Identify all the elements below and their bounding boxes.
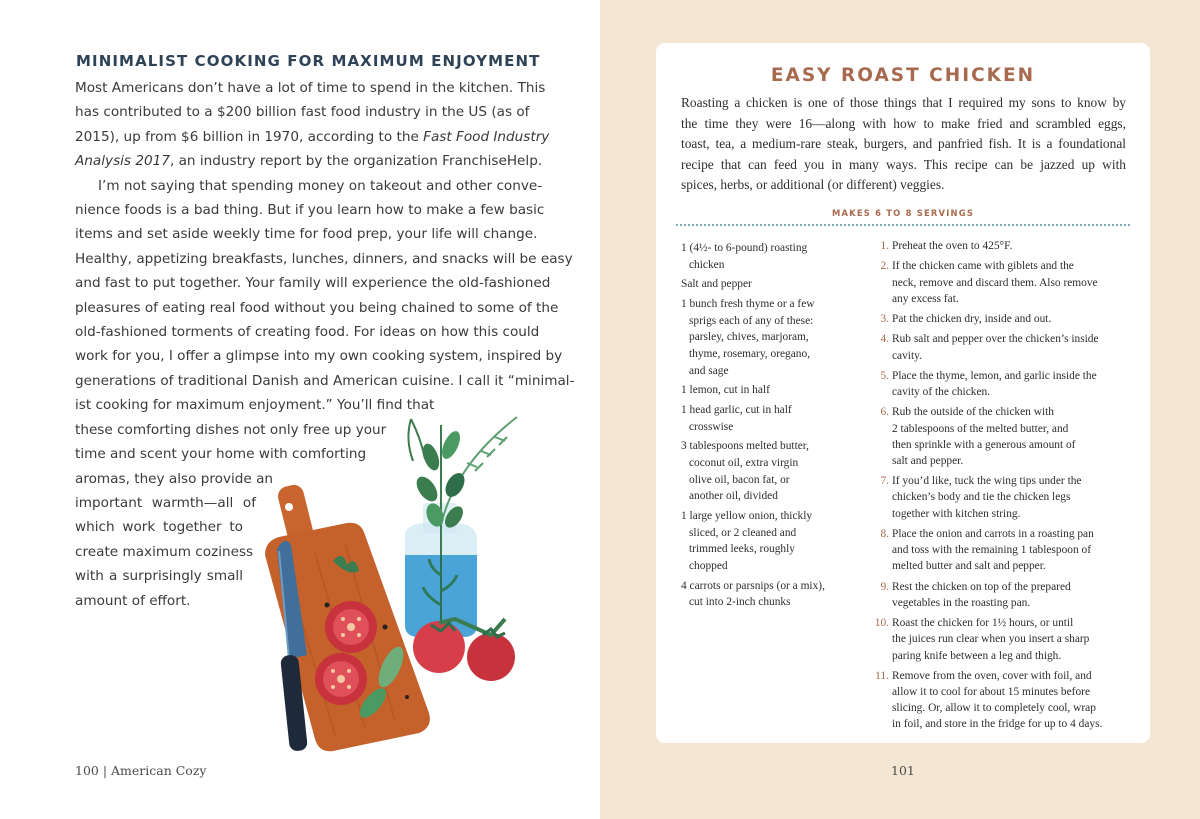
step-number: 9. (880, 580, 889, 593)
ingredient-list (681, 240, 853, 614)
ingredient-item (681, 382, 853, 399)
body-line (75, 296, 559, 320)
body-line (75, 564, 243, 588)
step-item (874, 615, 1134, 664)
step-line: If the chicken came with giblets and the (892, 260, 1074, 273)
intro-line: the time they were 16—along with how to make fried and scrambled eggs, (681, 115, 1126, 131)
step-line: Remove from the oven, cover with foil, and (892, 669, 1092, 682)
ingredient-line: cut into 2-inch chunks (689, 596, 791, 609)
ingredient-line: 4 carrots or parsnips (or a mix), (681, 579, 825, 592)
ingredient-item (681, 276, 853, 293)
body-text-run: old-fashioned torments of creating food. For ideas on how this could (75, 324, 540, 341)
ingredient-line: olive oil, bacon fat, or (689, 473, 790, 486)
ingredient-item (681, 402, 853, 435)
body-text-run: , an industry report by the organization FranchiseHelp. (169, 153, 543, 170)
step-line: If you’d like, tuck the wing tips under the (892, 475, 1082, 488)
step-line: the juices run clear when you insert a sharp (892, 633, 1090, 646)
ingredient-line: sliced, or 2 cleaned and (689, 526, 797, 539)
step-item (874, 368, 1134, 400)
step-line: slicing. Or, allow it to completely cool, wrap (892, 702, 1096, 715)
step-line: in foil, and store in the fridge for up to 4 days. (892, 718, 1103, 731)
step-line: Preheat the oven to 425°F. (892, 240, 1013, 252)
ingredient-line: chopped (689, 559, 728, 572)
body-text-run: which work together to (75, 519, 243, 536)
body-line (75, 222, 538, 246)
step-item (874, 579, 1134, 611)
step-item (874, 404, 1134, 469)
body-text-run: pleasures of eating real food without you being chained to some of the (75, 299, 559, 316)
body-text-run: nience foods is a bad thing. But if you learn how to make a few basic (75, 202, 545, 219)
recipe-intro (681, 93, 1126, 196)
body-text-run: time and scent your home with comforting (75, 446, 367, 463)
step-number: 8. (880, 527, 889, 540)
step-line: 2 tablespoons of the melted butter, and (892, 422, 1069, 435)
step-line: melted butter and salt and pepper. (892, 560, 1046, 573)
body-text-run: create maximum coziness (75, 543, 254, 560)
intro-line: toast, tea, a medium-rare steak, burgers, and panfried fish. It is a foundational (681, 136, 1126, 151)
step-item (874, 311, 1134, 327)
ingredient-line: 1 lemon, cut in half (681, 384, 770, 397)
step-line: paring knife between a leg and thigh. (892, 649, 1062, 662)
body-line (75, 491, 256, 515)
ingredient-item (681, 508, 853, 574)
intro-line: Roasting a chicken is one of those things that I required my sons to know by (681, 95, 1126, 110)
step-line: vegetables in the roasting pan. (892, 596, 1031, 609)
ingredient-line: coconut oil, extra virgin (689, 457, 799, 470)
body-line (75, 467, 274, 491)
ingredient-item (681, 296, 853, 379)
body-line (75, 149, 543, 173)
step-line: Place the thyme, lemon, and garlic inside the (892, 369, 1097, 382)
step-number: 10. (874, 617, 889, 630)
body-text-run: I’m not saying that spending money on takeout and other conve- (98, 177, 543, 194)
step-line: Rub salt and pepper over the chicken’s inside (892, 333, 1099, 346)
step-item (874, 668, 1134, 733)
step-item (874, 331, 1134, 363)
step-line: Place the onion and carrots in a roasting pan (892, 527, 1094, 540)
ingredient-line: another oil, divided (689, 490, 778, 503)
step-item (874, 526, 1134, 575)
body-text-run: has contributed to a $200 billion fast food industry in the US (as of (75, 104, 530, 121)
recipe-title: EASY ROAST CHICKEN (770, 65, 1036, 86)
body-line (75, 540, 254, 564)
step-line: cavity of the chicken. (892, 386, 991, 398)
cooking-illustration (255, 405, 535, 755)
step-number: 4. (880, 333, 889, 346)
step-list (874, 238, 1134, 737)
step-number: 1. (880, 240, 889, 252)
step-number: 7. (880, 475, 889, 488)
body-text-run: these comforting dishes not only free up your (75, 421, 387, 438)
step-line: Roast the chicken for 1½ hours, or until (892, 617, 1074, 630)
step-item (874, 473, 1134, 522)
body-text-run: items and set aside weekly time for food prep, your life will change. (75, 226, 538, 243)
ingredient-line: parsley, chives, marjoram, (689, 331, 809, 344)
ingredient-line: 1 bunch fresh thyme or a few (681, 298, 815, 311)
body-line (75, 100, 530, 124)
step-line: allow it to cool for about 15 minutes before (892, 686, 1091, 699)
ingredient-line: 1 (4½- to 6-pound) roasting (681, 242, 808, 254)
step-number: 2. (880, 260, 889, 273)
ingredient-line: trimmed leeks, roughly (689, 543, 795, 556)
servings-label: MAKES 6 TO 8 SERVINGS (831, 208, 975, 218)
step-number: 6. (880, 406, 889, 419)
body-text-run: Healthy, appetizing breakfasts, lunches, dinners, and snacks will be easy (75, 250, 573, 267)
step-item (874, 238, 1134, 254)
body-text-run: important warmth—all of (75, 494, 256, 511)
page-number-right: 101 (891, 763, 915, 778)
intro-line: spices, herbs, or additional (or different) veggies. (681, 177, 945, 192)
body-line (75, 344, 563, 368)
body-text-run: amount of effort. (75, 592, 191, 609)
step-line: then sprinkle with a generous amount of (892, 438, 1076, 451)
body-line (75, 125, 550, 149)
step-line: cavity. (892, 349, 922, 362)
recipe-card (656, 43, 1150, 743)
dotted-divider (676, 224, 1130, 226)
step-line: and toss with the remaining 1 tablespoon of (892, 544, 1091, 557)
step-number: 3. (880, 313, 889, 325)
ingredient-line: thyme, rosemary, oregano, (689, 347, 811, 360)
ingredient-line: sprigs each of any of these: (689, 314, 814, 327)
body-text-italic: Fast Food Industry (423, 128, 550, 145)
body-text-run: generations of traditional Danish and American cuisine. I call it “minimal- (75, 372, 575, 389)
step-line: Pat the chicken dry, inside and out. (892, 313, 1052, 325)
body-line (75, 174, 541, 198)
body-text-run: 2015), up from $6 billion in 1970, according to the (75, 128, 424, 145)
body-line (75, 247, 573, 271)
step-line: any excess fat. (892, 292, 959, 305)
body-line (75, 515, 243, 539)
ingredient-line: crosswise (689, 420, 734, 433)
ingredient-line: chicken (689, 258, 725, 271)
step-line: Rub the outside of the chicken with (892, 406, 1054, 419)
ingredient-item (681, 240, 853, 273)
step-number: 5. (880, 369, 889, 382)
step-number: 11. (875, 669, 889, 682)
body-line (75, 271, 551, 295)
body-text-run: ist cooking for maximum enjoyment.” You’ll find that (75, 397, 435, 414)
body-line (75, 76, 546, 100)
body-text-run: and fast to put together. Your family will experience the old-fashioned (75, 275, 551, 292)
step-line: salt and pepper. (892, 454, 964, 467)
ingredient-line: 3 tablespoons melted butter, (681, 440, 809, 453)
step-line: together with kitchen string. (892, 507, 1021, 520)
ingredient-item (681, 438, 853, 504)
body-text-run: aromas, they also provide an (75, 470, 274, 487)
page-number-left: 100 | American Cozy (75, 763, 207, 778)
step-line: Rest the chicken on top of the prepared (892, 580, 1071, 593)
body-text-italic: Analysis 2017 (75, 153, 170, 170)
ingredient-line: 1 head garlic, cut in half (681, 404, 792, 417)
body-line (75, 320, 540, 344)
body-line (75, 369, 575, 393)
ingredient-line: and sage (689, 364, 729, 377)
step-item (874, 258, 1134, 307)
section-heading: MINIMALIST COOKING FOR MAXIMUM ENJOYMENT (76, 52, 541, 70)
body-text-run: Most Americans don’t have a lot of time to spend in the kitchen. This (75, 80, 546, 96)
body-line (75, 198, 545, 222)
intro-line: recipe that can feed you in many ways. This recipe can be jazzed up with (681, 156, 1126, 172)
body-text-run: with a surprisingly small (75, 568, 243, 585)
step-line: neck, remove and discard them. Also remove (892, 276, 1098, 289)
ingredient-item (681, 578, 853, 611)
body-text-run: work for you, I offer a glimpse into my own cooking system, inspired by (75, 348, 563, 365)
ingredient-line: 1 large yellow onion, thickly (681, 510, 813, 523)
ingredient-line: Salt and pepper (681, 278, 752, 291)
step-line: chicken’s body and tie the chicken legs (892, 491, 1071, 504)
